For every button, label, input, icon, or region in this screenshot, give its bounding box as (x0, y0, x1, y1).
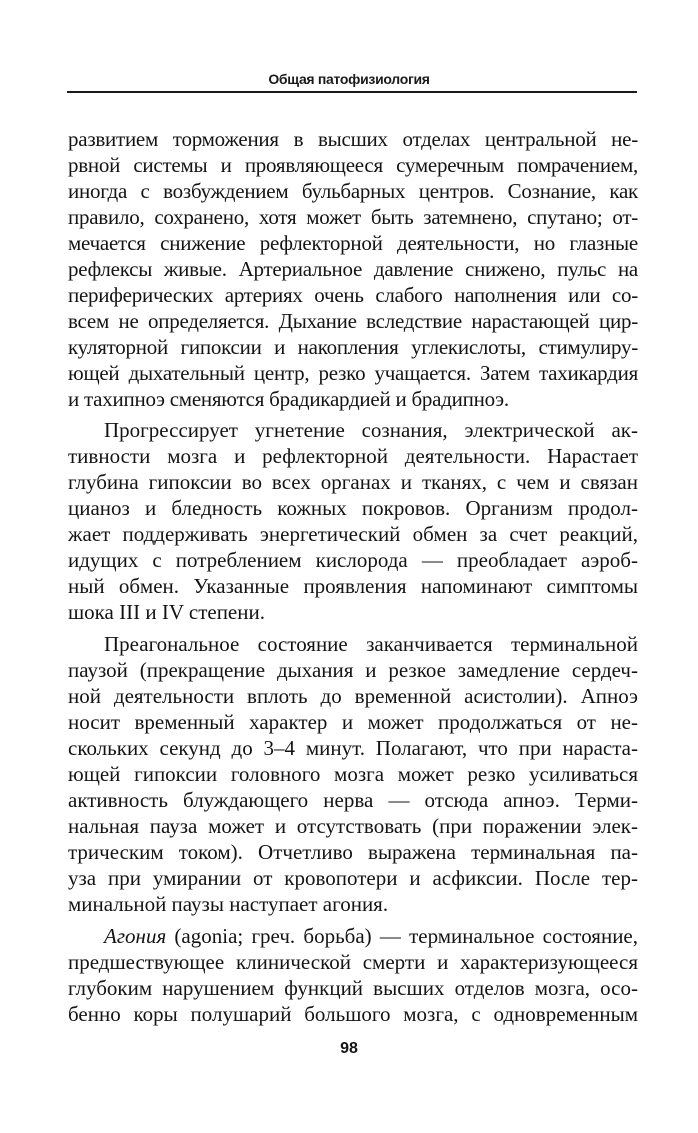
text-line: всем не определяется. Дыхание вследствие нарастающей цир- (68, 309, 638, 333)
text-line: правило, сохранено, хотя может быть затемнено, спутано; от- (68, 205, 638, 229)
text-line: активность блуждающего нерва — отсюда апноэ. Терми- (68, 788, 638, 812)
text-line: периферических артериях очень слабого наполнения или со- (68, 283, 638, 307)
text-line: куляторной гипоксии и накопления углекислоты, стимулиру- (68, 335, 638, 359)
text-line: иногда с возбуждением бульбарных центров. Сознание, как (68, 179, 638, 203)
header-rule (67, 91, 637, 93)
text-line: трическим током). Отчетливо выражена терминальная па- (68, 840, 638, 864)
text-line: рефлексы живые. Артериальное давление снижено, пульс на (68, 257, 638, 281)
definition-start: (agonia; греч. борьба) — терминальное состояние, (166, 924, 638, 948)
text-line: паузой (прекращение дыхания и резкое замедление сердеч- (68, 658, 638, 682)
text-line: ющей дыхательный центр, резко учащается. Затем тахикардия (68, 361, 638, 385)
text-line: скольких секунд до 3–4 минут. Полагают, что при нараста- (68, 736, 638, 760)
term-agony: Агония (104, 924, 167, 948)
text-line (68, 923, 638, 949)
text-line: идущих с потреблением кислорода — преобладает аэроб- (68, 548, 638, 572)
text-line: глубоким нарушением функций высших отделов мозга, осо- (68, 976, 638, 1000)
text-line: тивности мозга и рефлекторной деятельности. Нарастает (68, 444, 638, 468)
text-line: жает поддерживать энергетический обмен за счет реакций, (68, 522, 638, 546)
text-line: шока III и IV степени. (68, 600, 265, 624)
text-line: развитием торможения в высших отделах центральной не- (68, 127, 638, 151)
body-text (68, 126, 638, 1027)
text-line: носит временный характер и может продолжаться от не- (68, 710, 638, 734)
text-line: Прогрессирует угнетение сознания, электрической ак- (104, 418, 638, 442)
text-line: цианоз и бледность кожных покровов. Организм продол- (68, 496, 638, 520)
paragraph-agony (68, 923, 638, 1027)
text-line: ной деятельности вплоть до временной асистолии). Апноэ (68, 684, 638, 708)
paragraph-progression (68, 417, 638, 625)
page-number: 98 (340, 1040, 358, 1057)
text-line: предшествующее клинической смерти и характеризующееся (68, 950, 638, 974)
text-line: Преагональное состояние заканчивается терминальной (104, 632, 638, 656)
running-title: Общая патофизиология (268, 71, 430, 87)
text-line: бенно коры полушарий большого мозга, с одновременным (68, 1002, 638, 1026)
paragraph-continuation (68, 126, 638, 412)
text-line: и тахипноэ сменяются брадикардией и брадипноэ. (68, 387, 509, 411)
text-line: ющей гипоксии головного мозга может резко усиливаться (68, 762, 638, 786)
text-line: глубина гипоксии во всех органах и тканях, с чем и связан (68, 470, 638, 494)
text-line: мечается снижение рефлекторной деятельности, но глазные (68, 231, 638, 255)
paragraph-terminal-pause (68, 631, 638, 917)
text-line: уза при умирании от кровопотери и асфиксии. После тер- (68, 866, 638, 890)
text-line: рвной системы и проявляющееся сумеречным помрачением, (68, 153, 638, 177)
text-line: нальная пауза может и отсутствовать (при поражении элек- (68, 814, 638, 838)
text-line: минальной паузы наступает агония. (68, 892, 389, 916)
text-line: ный обмен. Указанные проявления напоминают симптомы (68, 574, 638, 598)
